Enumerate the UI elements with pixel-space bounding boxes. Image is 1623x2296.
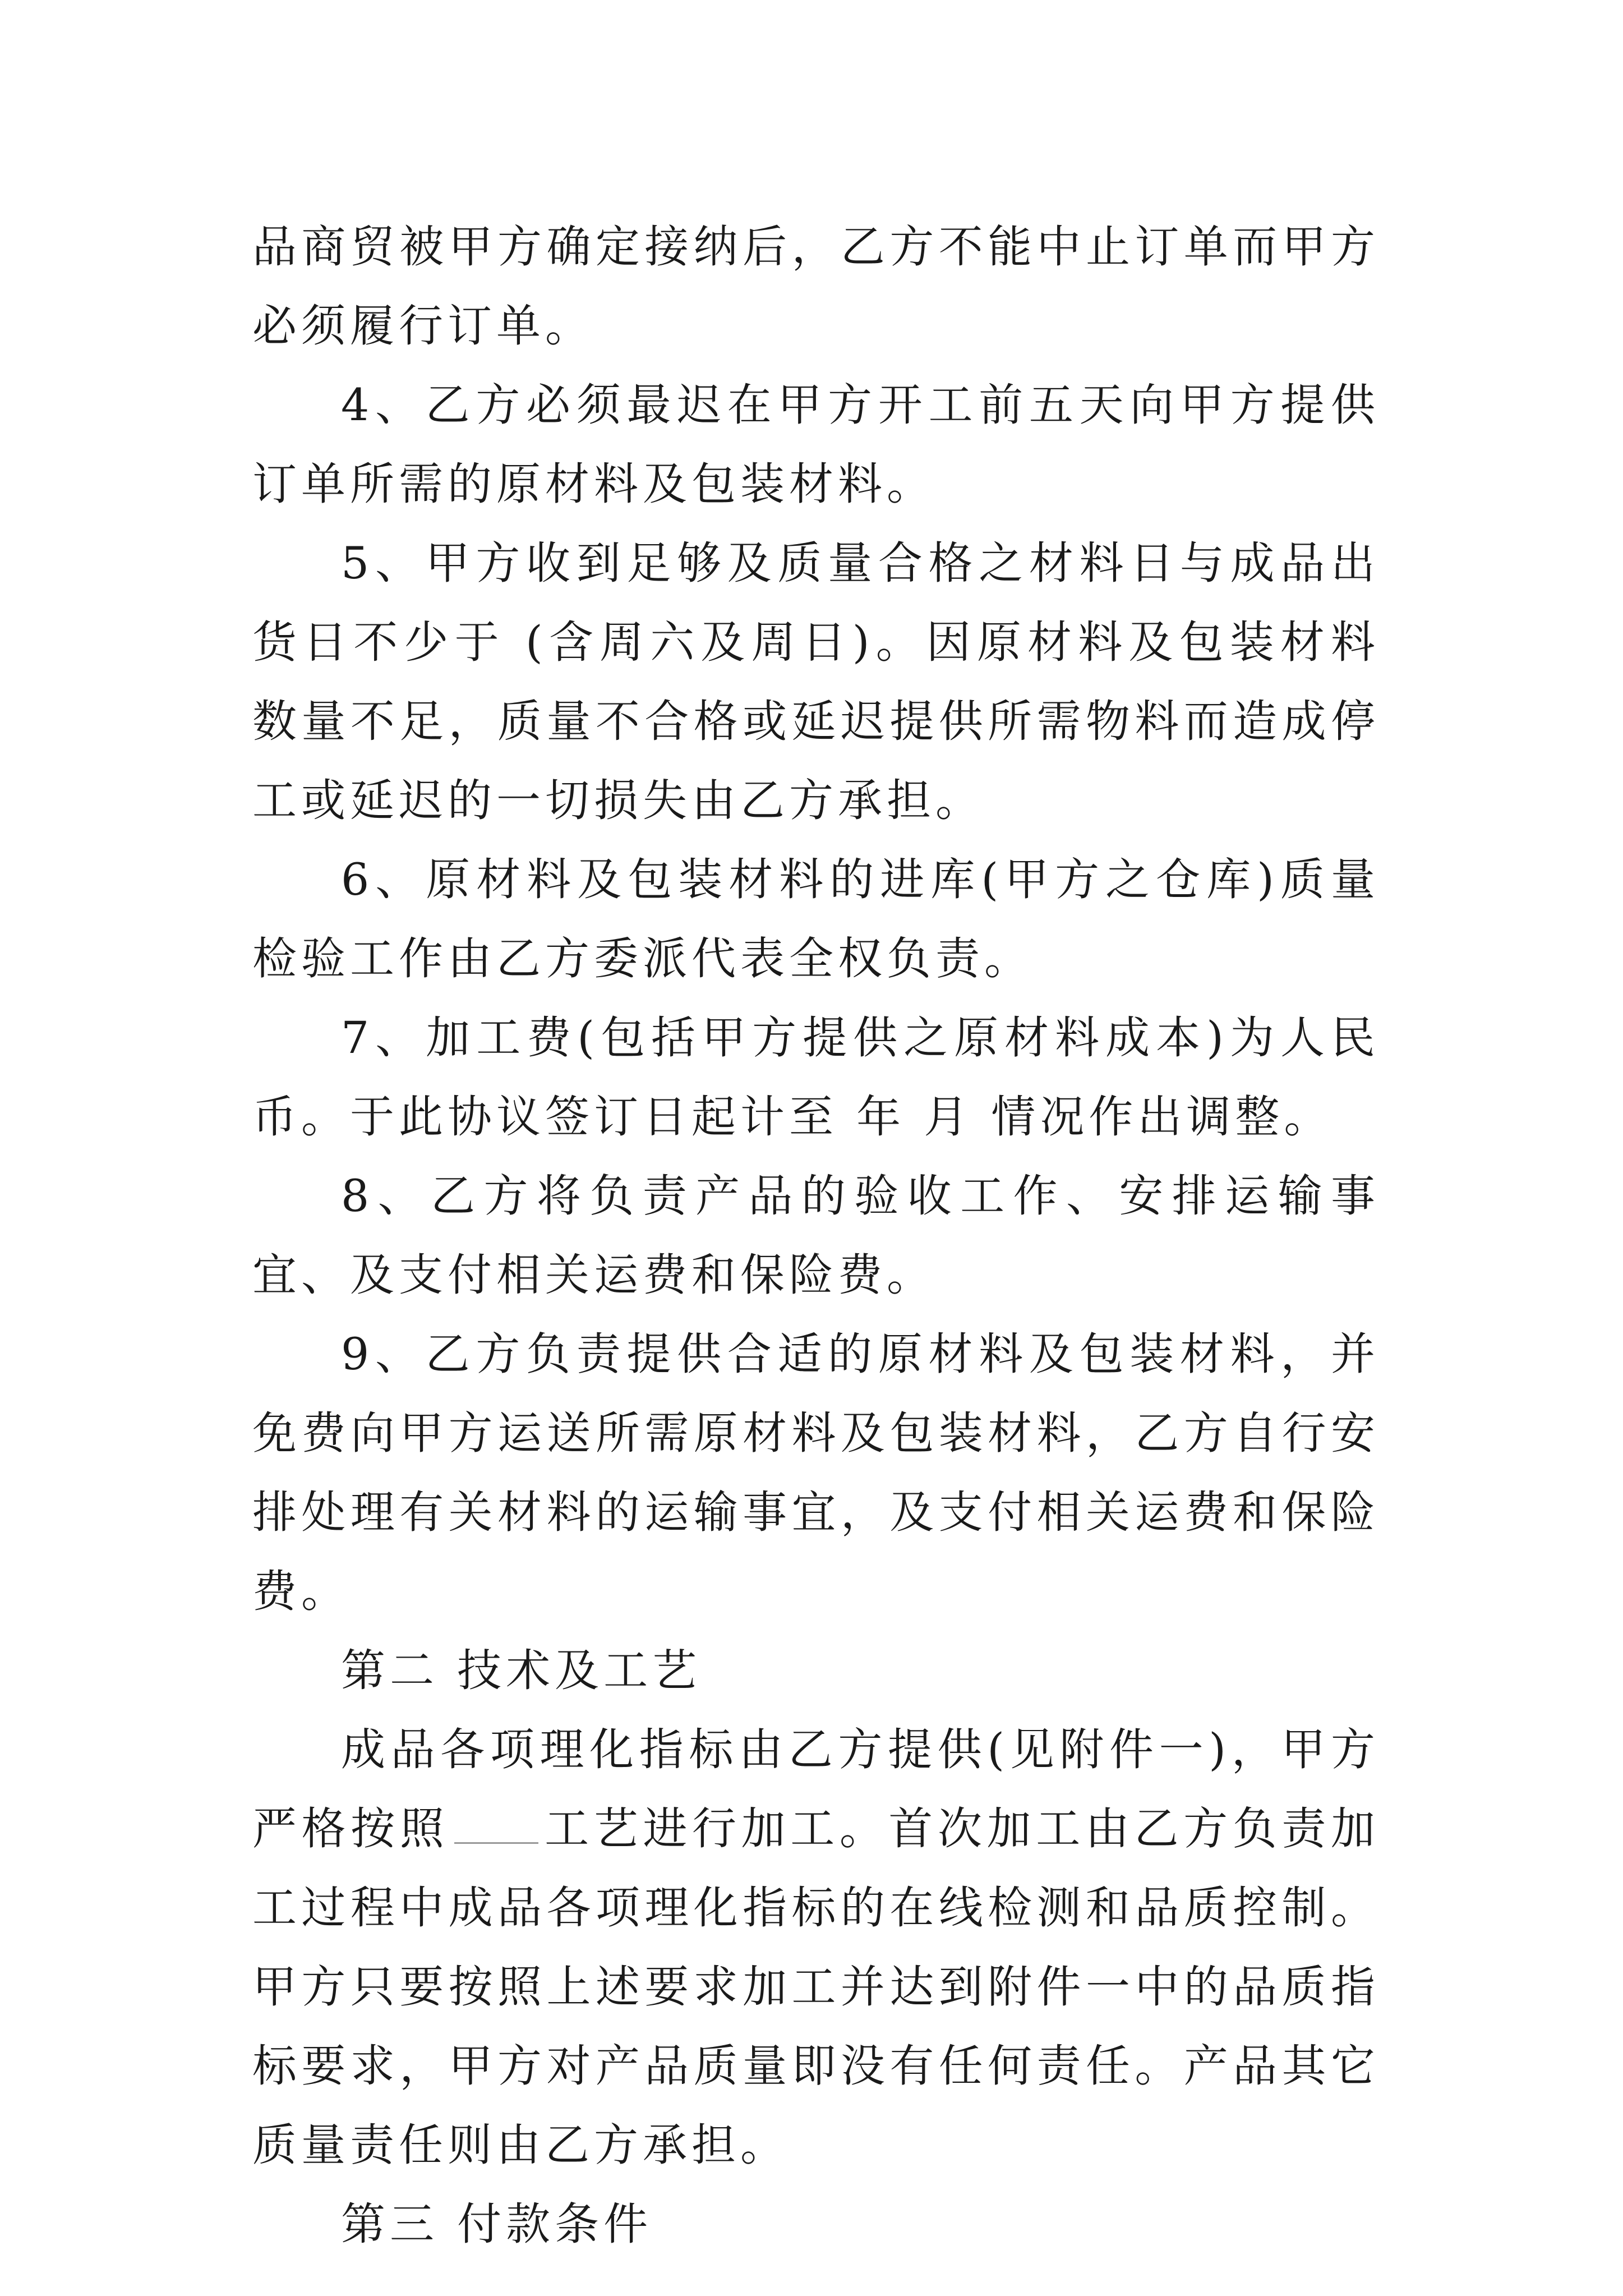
paragraph-clause-7: 7、加工费(包括甲方提供之原材料成本)为人民币。于此协议签订日起计至 年 月 情况作出调整。 <box>252 1012 1380 1143</box>
document-body <box>252 208 1380 2264</box>
paragraph-clause-8: 8、乙方将负责产品的验收工作、安排运输事宜、及支付相关运费和保险费。 <box>252 1170 1380 1301</box>
paragraph-clause-9: 9、乙方负责提供合适的原材料及包装材料，并免费向甲方运送所需原材料及包装材料，乙方自行安排处理有关材料的运输事宜，及支付相关运费和保险费。 <box>252 1328 1380 1617</box>
paragraph-section-2-body <box>252 1710 1380 2185</box>
section-2-text-before-blank: 成品各项理化指标由乙方提供(见附件一)，甲方严格按照 <box>252 1724 1380 1855</box>
paragraph-clause-4: 4、乙方必须最迟在甲方开工前五天向甲方提供订单所需的原材料及包装材料。 <box>252 379 1380 510</box>
paragraph-continued: 品商贸被甲方确定接纳后，乙方不能中止订单而甲方必须履行订单。 <box>252 221 1380 352</box>
fill-in-blank <box>454 1809 538 1844</box>
paragraph-clause-6: 6、原材料及包装材料的进库(甲方之仓库)质量检验工作由乙方委派代表全权负责。 <box>252 854 1380 984</box>
paragraph-clause-5: 5、甲方收到足够及质量合格之材料日与成品出货日不少于 (含周六及周日)。因原材料及包装材料数量不足，质量不合格或延迟提供所需物料而造成停工或延迟的一切损失由乙方承担。 <box>252 537 1380 826</box>
section-3-heading: 第三 付款条件 <box>341 2198 653 2250</box>
section-2-text-after-blank: 工艺进行加工。首次加工由乙方负责加工过程中成品各项理化指标的在线检测和品质控制。甲方只要按照上述要求加工并达到附件一中的品质指标要求，甲方对产品质量即没有任何责任。产品其它质量责任则由乙方承担。 <box>252 1803 1380 2171</box>
section-2-heading: 第二 技术及工艺 <box>341 1645 702 1696</box>
